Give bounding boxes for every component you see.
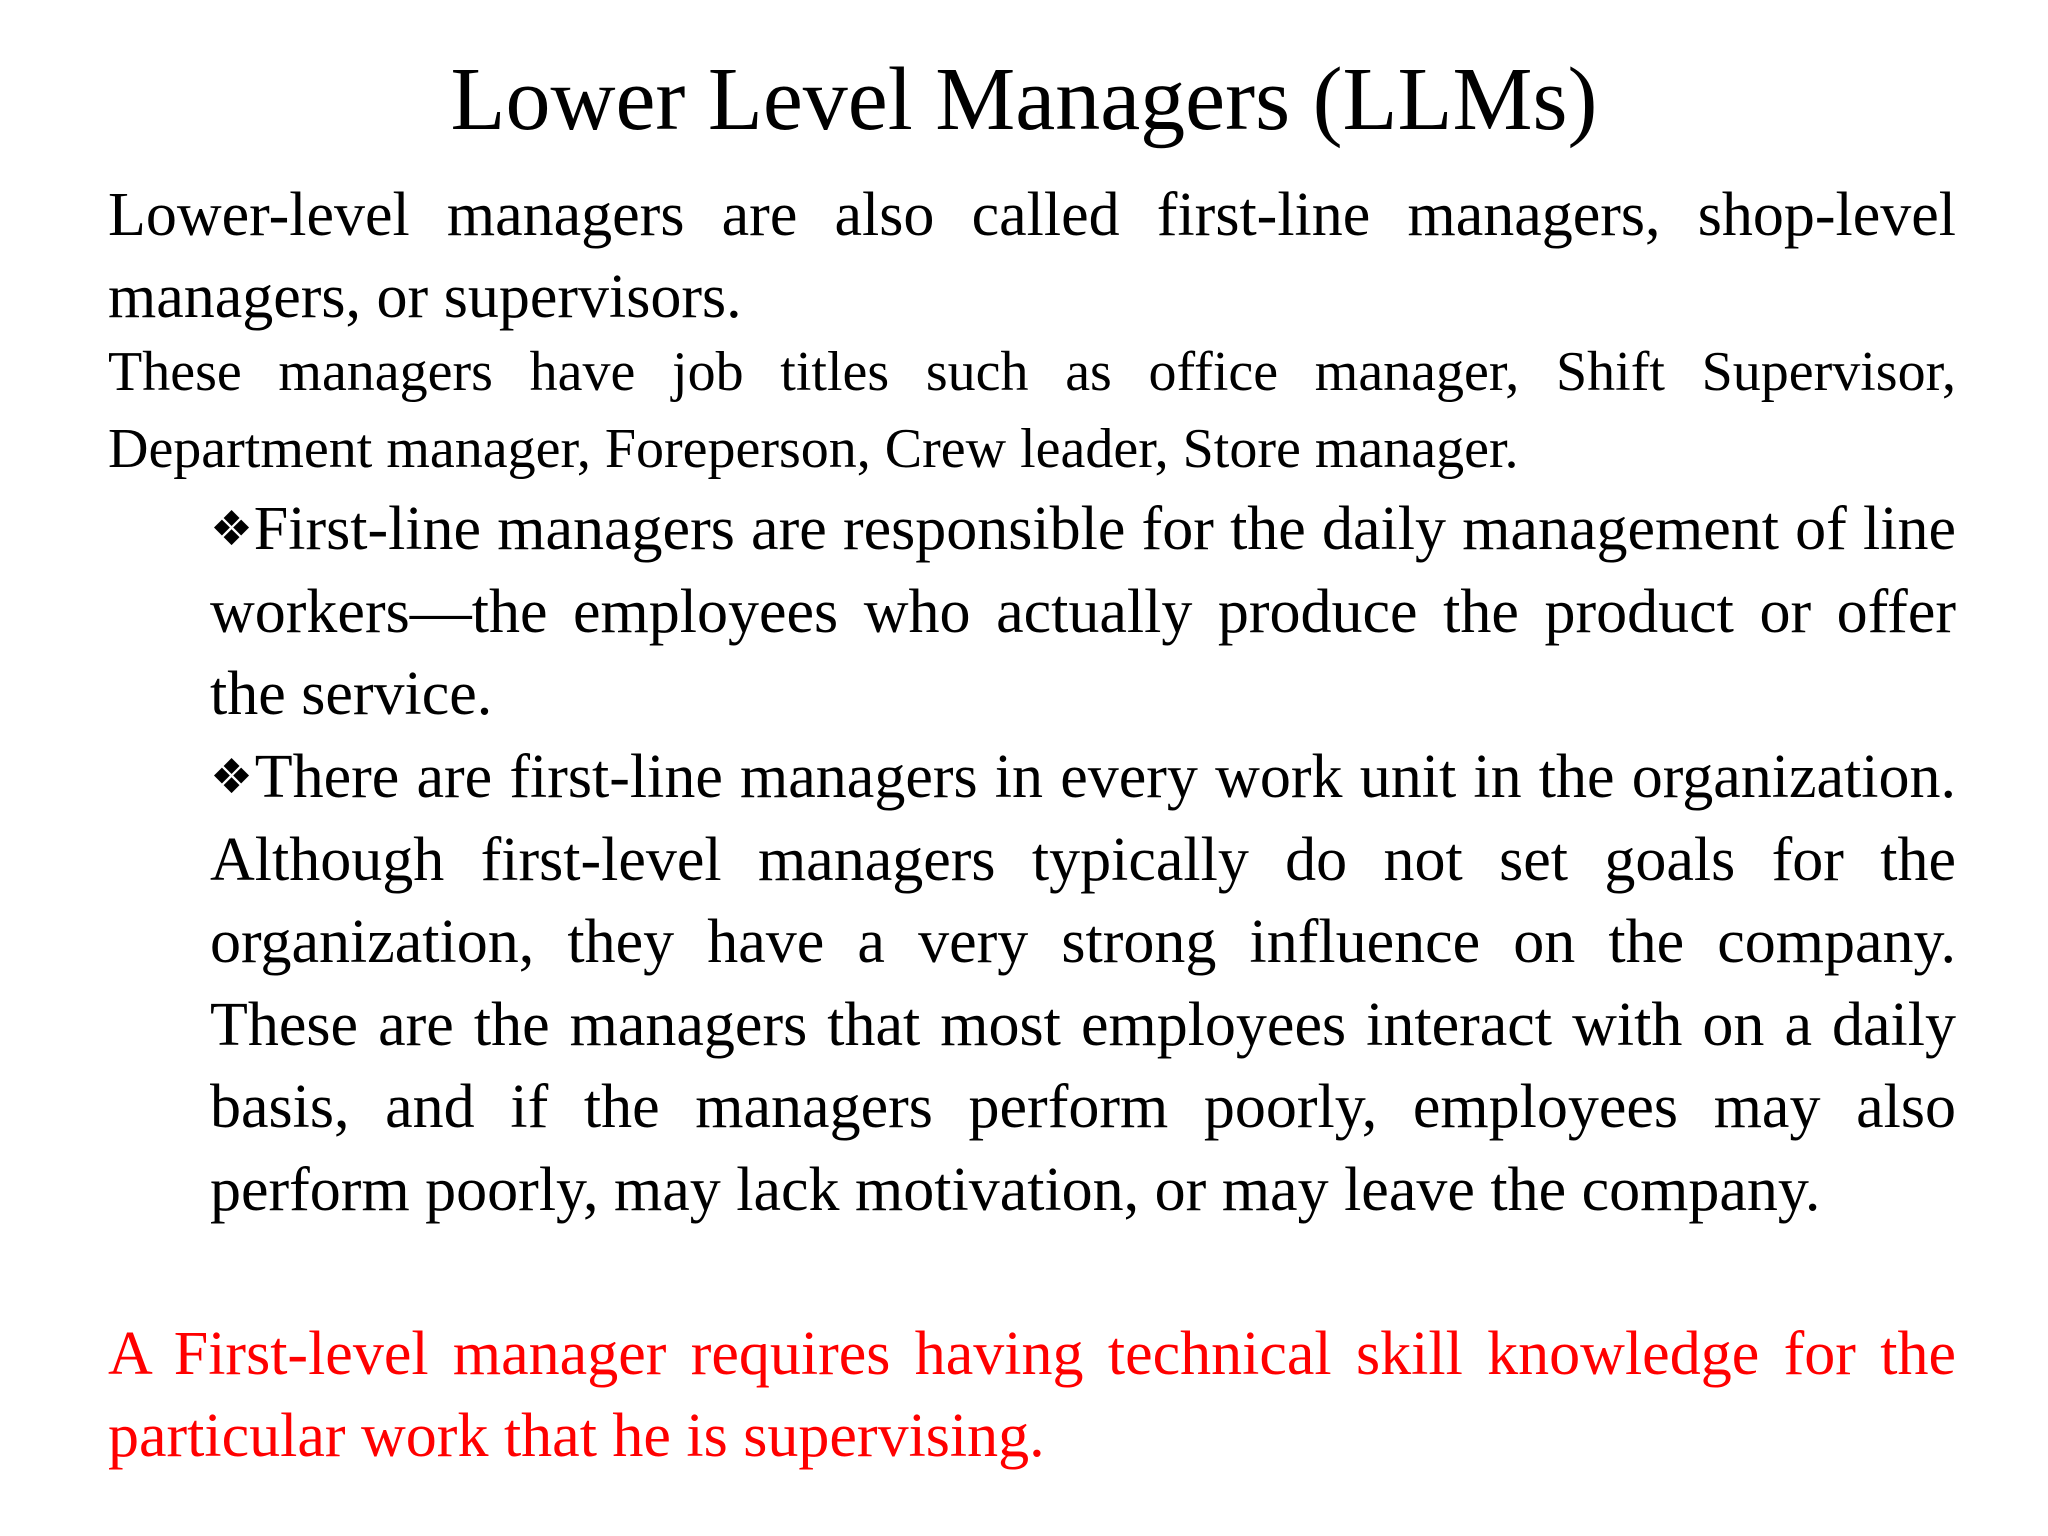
bullet-item-1 (210, 488, 1956, 736)
bullet-text-2: There are first-line managers in every work unit in the organization. Although first-level managers typically do not set goals for the organization, they have a very strong influence on the company. These are the managers that most employees interact with on a daily basis, and if the managers perform poorly, employees may also perform poorly, may lack motivation, or may leave the company. (210, 743, 1957, 1224)
slide-title: Lower Level Managers (LLMs) (450, 50, 1598, 149)
bullet-item-2 (210, 736, 1956, 1231)
intro-paragraph: Lower-level managers are also called first-line managers, shop-level managers, or supervisors. (108, 181, 1956, 331)
diamond-bullet-icon: ❖ (210, 501, 254, 557)
job-titles-paragraph: These managers have job titles such as office manager, Shift Supervisor, Department manager, Foreperson, Crew leader, Store manager. (108, 341, 1956, 480)
bullet-text-1: First-line managers are responsible for the daily management of line workers—the employees who actually produce the product or offer the service. (210, 495, 1957, 728)
highlight-note: A First-level manager requires having technical skill knowledge for the particular work that he is supervising. (108, 1320, 1956, 1470)
diamond-bullet-icon: ❖ (210, 749, 255, 805)
